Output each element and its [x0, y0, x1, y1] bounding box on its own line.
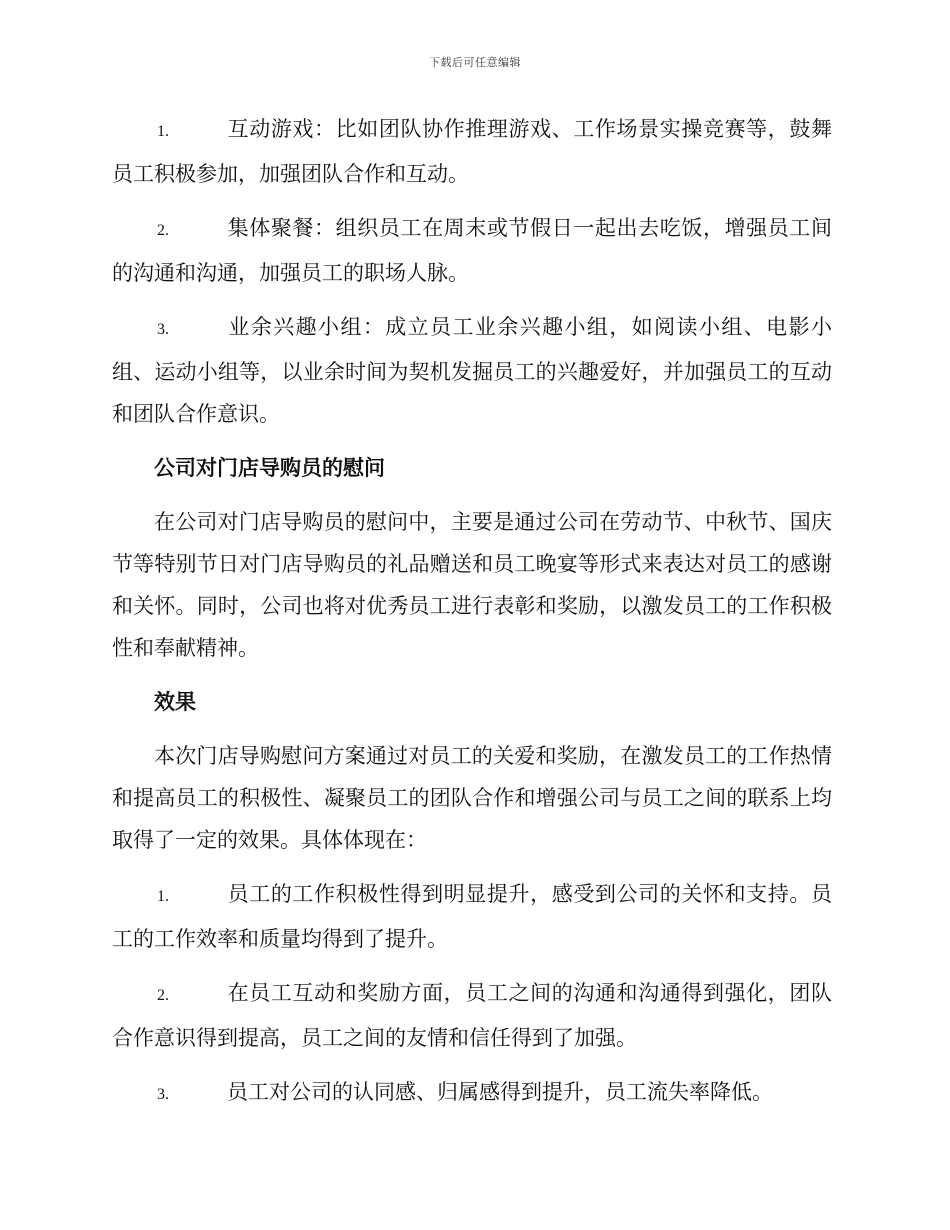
list-number: 2.: [157, 987, 169, 1004]
list-item: [112, 873, 832, 960]
list-number: 1.: [157, 888, 169, 905]
list-number: 2.: [157, 222, 169, 239]
list-item: [112, 207, 832, 294]
paragraph-effect: 本次门店导购慰问方案通过对员工的关爱和奖励，在激发员工的工作热情和提高员工的积极性、凝聚员工的团队合作和增强公司与员工之间的联系上均取得了一定的效果。具体体现在：: [112, 744, 832, 852]
list-item: [112, 108, 832, 195]
section-heading-condolence: 公司对门店导购员的慰问: [154, 456, 385, 480]
list-text: 员工对公司的认同感、归属感得到提升，员工流失率降低。: [227, 1080, 773, 1104]
list-number: 3.: [157, 1086, 169, 1103]
list-item: [112, 1071, 832, 1116]
list-text: 业余兴趣小组：成立员工业余兴趣小组，如阅读小组、电影小组、运动小组等，以业余时间为契机发掘员工的兴趣爱好，并加强员工的互动和团队合作意识。: [112, 315, 832, 426]
list-number: 3.: [157, 321, 169, 338]
list-text: 员工的工作积极性得到明显提升，感受到公司的关怀和支持。员工的工作效率和质量均得到了提升。: [112, 882, 832, 951]
document-body: [112, 108, 832, 1128]
section-heading-effect: 效果: [154, 690, 196, 714]
paragraph-condolence: 在公司对门店导购员的慰问中，主要是通过公司在劳动节、中秋节、国庆节等特别节日对门店导购员的礼品赠送和员工晚宴等形式来表达对员工的感谢和关怀。同时，公司也将对优秀员工进行表彰和奖励，以激发员工的工作积极性和奉献精神。: [112, 510, 832, 660]
list-number: 1.: [157, 123, 169, 140]
list-item: [112, 972, 832, 1059]
page-header: 下载后可任意编辑: [429, 56, 521, 69]
list-text: 在员工互动和奖励方面，员工之间的沟通和沟通得到强化，团队合作意识得到提高，员工之间的友情和信任得到了加强。: [112, 981, 832, 1050]
list-text: 集体聚餐：组织员工在周末或节假日一起出去吃饭，增强员工间的沟通和沟通，加强员工的职场人脉。: [112, 216, 832, 285]
list-text: 互动游戏：比如团队协作推理游戏、工作场景实操竞赛等，鼓舞员工积极参加，加强团队合作和互动。: [112, 117, 832, 186]
list-item: [112, 306, 832, 435]
